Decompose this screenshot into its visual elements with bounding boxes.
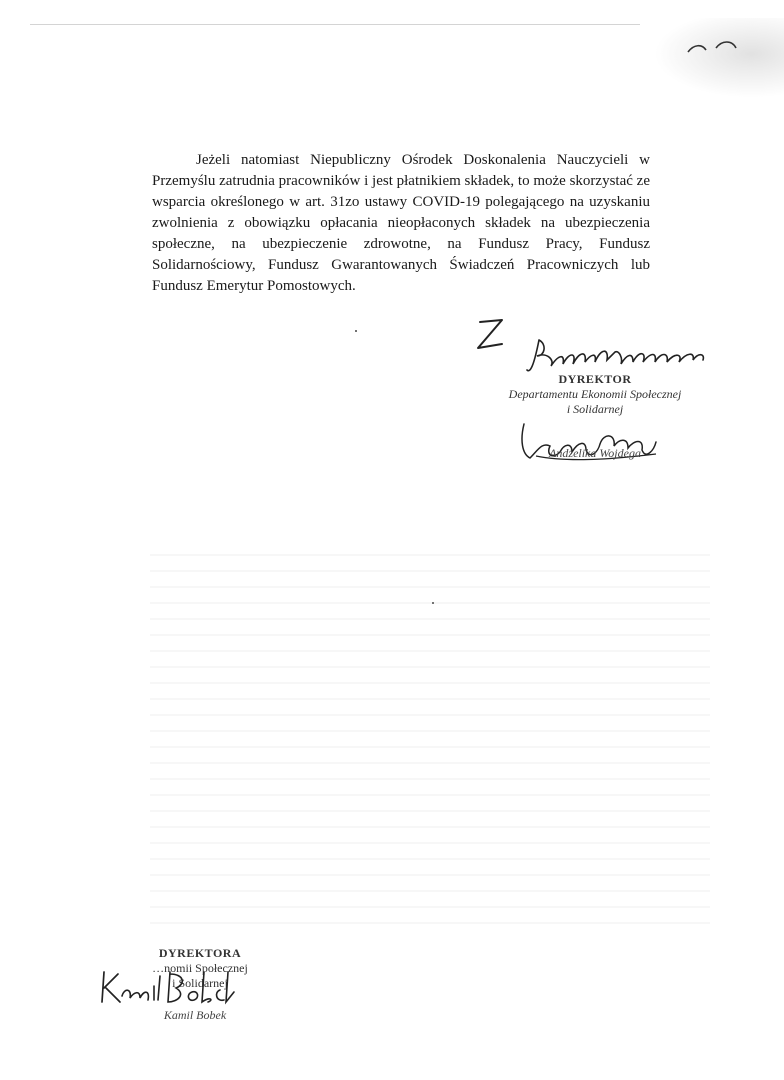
handwritten-z-icon bbox=[472, 314, 512, 358]
faint-bleed-through-text bbox=[150, 540, 710, 930]
signature-title: DYREKTOR bbox=[558, 372, 632, 386]
scan-smudge bbox=[654, 18, 784, 98]
letter-paragraph: Jeżeli natomiast Niepubliczny Ośrodek Doskonalenia Nauczycieli w Przemyślu zatrudnia pracowników i jest płatnikiem składek, to może skorzystać ze wsparcia określonego w art. 31zo ustawy COVID-19 polegającego na uzyskaniu zwolnienia z obowiązku opłacania nieopłaconych składek na ubezpieczenia społeczne, na ubezpieczenie zdrowotne, na Fundusz Pracy, Fundusz Solidarnościowy, Fundusz Gwarantowanych Świadczeń Pracowniczych lub Fundusz Emerytur Pomostowych. bbox=[152, 152, 650, 294]
scan-speck bbox=[355, 330, 357, 332]
signature2-department-line2: i Solidarnej bbox=[172, 976, 228, 990]
signature-department-line1: Departamentu Ekonomii Społecznej bbox=[508, 387, 682, 401]
scan-edge-line bbox=[30, 24, 640, 25]
signature-block-director bbox=[490, 372, 700, 417]
signature-name-deputy: Kamil Bobek bbox=[163, 1008, 227, 1022]
handwritten-signature-deputy bbox=[96, 966, 236, 1010]
signature2-title: DYREKTORA bbox=[158, 946, 242, 960]
signature2-department-line1: …nomii Społecznej bbox=[152, 961, 248, 975]
scan-corner-mark bbox=[684, 38, 744, 58]
signature-name-director: Andżelika Wojdega bbox=[549, 446, 641, 460]
signature-department-line2: i Solidarnej bbox=[566, 402, 624, 416]
